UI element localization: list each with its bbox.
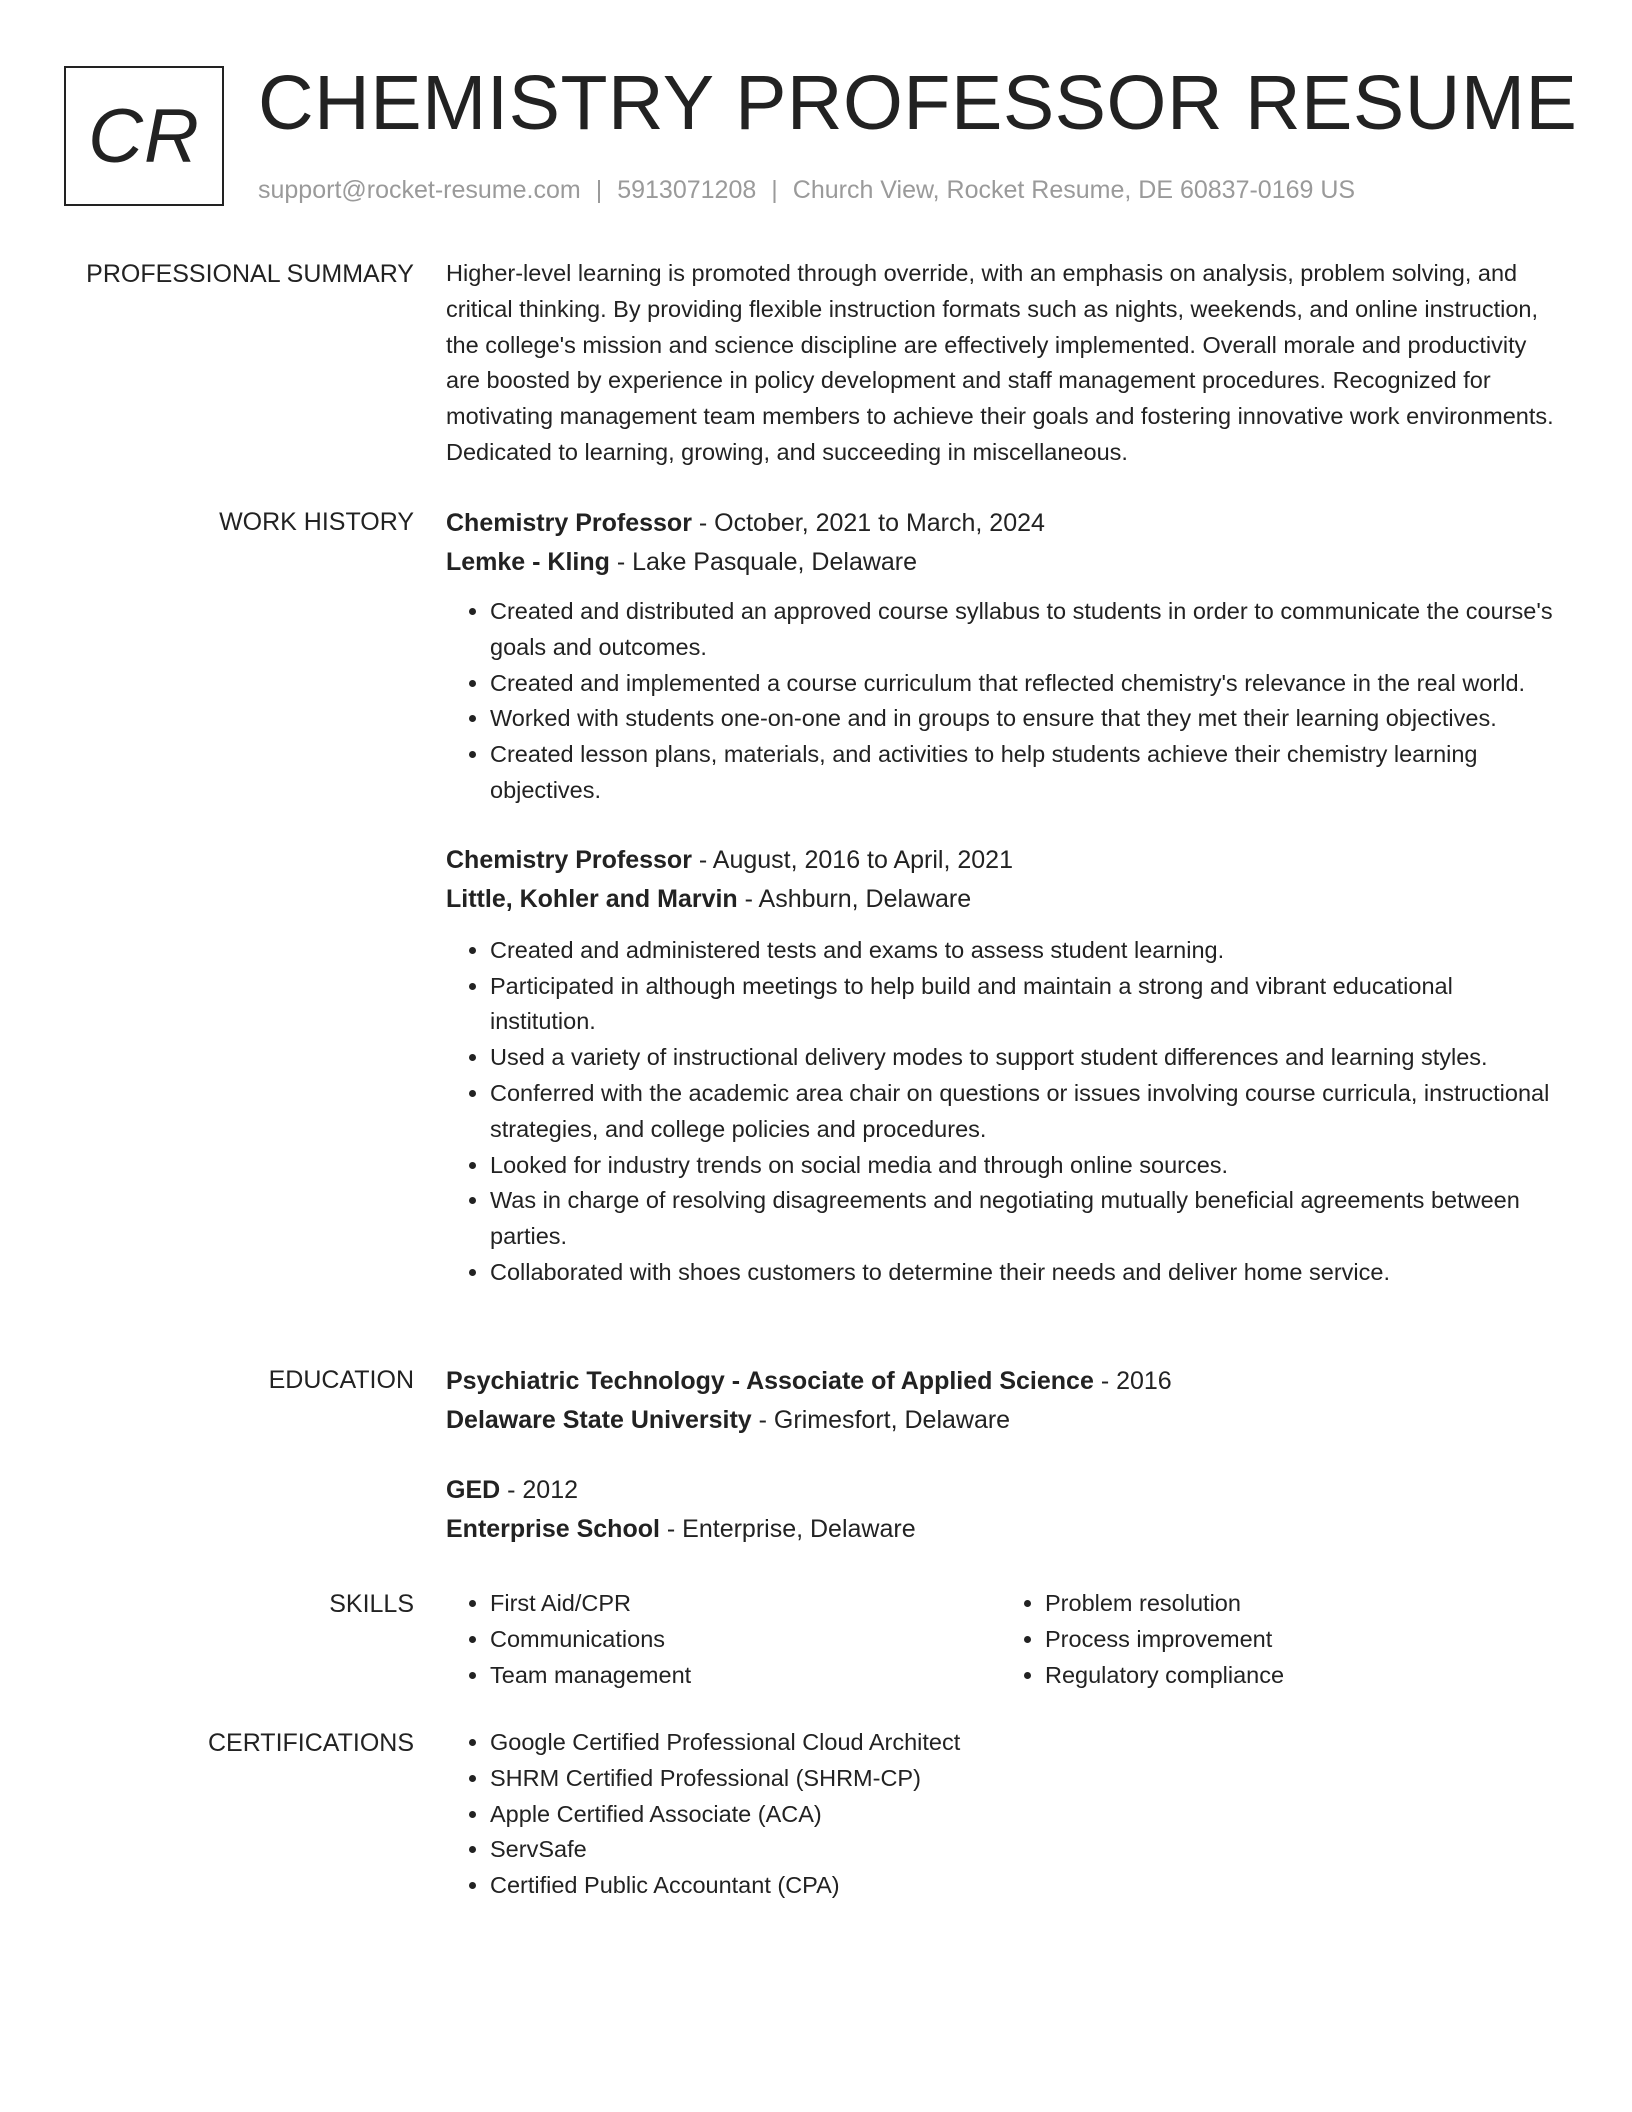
school-line xyxy=(446,1510,1556,1549)
job-employer: Lemke - Kling xyxy=(446,548,610,576)
degree-line xyxy=(446,1362,1556,1401)
contact-address: Church View, Rocket Resume, DE 60837-0169 US xyxy=(792,176,1356,204)
page-title: CHEMISTRY PROFESSOR RESUME xyxy=(258,60,1578,146)
list-item: • Participated in although meetings to help build and maintain a strong and vibrant educational institution. xyxy=(490,969,1556,1041)
list-item: • SHRM Certified Professional (SHRM-CP) xyxy=(490,1761,1556,1797)
job-bullet-list xyxy=(446,594,1556,809)
list-item: • Apple Certified Associate (ACA) xyxy=(490,1797,1556,1833)
contact-separator: | xyxy=(595,176,603,204)
monogram-logo: CR xyxy=(64,66,224,206)
skills-columns xyxy=(446,1586,1556,1693)
job-employer-line xyxy=(446,543,1556,582)
job-entry xyxy=(446,841,1556,1291)
education-entry xyxy=(446,1362,1556,1440)
list-item: • Collaborated with shoes customers to determine their needs and deliver home service. xyxy=(490,1255,1556,1291)
degree-name: Psychiatric Technology - Associate of Applied Science xyxy=(446,1367,1094,1395)
job-dates: - October, 2021 to March, 2024 xyxy=(691,509,1045,537)
summary-heading: PROFESSIONAL SUMMARY xyxy=(86,260,414,288)
list-item: • First Aid/CPR xyxy=(490,1586,1001,1622)
contact-separator: | xyxy=(771,176,778,204)
list-item: • Team management xyxy=(490,1658,1001,1694)
degree-year: - 2012 xyxy=(500,1476,579,1504)
list-item: • Created and distributed an approved course syllabus to students in order to communicate the course's goals and outcomes. xyxy=(490,594,1556,666)
certifications-heading: CERTIFICATIONS xyxy=(207,1729,414,1757)
list-item: • Was in charge of resolving disagreements and negotiating mutually beneficial agreements between parties. xyxy=(490,1183,1556,1255)
school-location: - Grimesfort, Delaware xyxy=(751,1406,1011,1434)
job-bullet-list xyxy=(446,933,1556,1291)
education-entry xyxy=(446,1471,1556,1549)
job-employer-line xyxy=(446,880,1556,919)
list-item: • Google Certified Professional Cloud Architect xyxy=(490,1725,1556,1761)
job-entry xyxy=(446,504,1556,809)
list-item: • Looked for industry trends on social media and through online sources. xyxy=(490,1148,1556,1184)
school-name: Delaware State University xyxy=(446,1406,752,1434)
job-location: - Ashburn, Delaware xyxy=(737,884,972,913)
list-item: • Conferred with the academic area chair on questions or issues involving course curricula, instructional strategies, and college policies and procedures. xyxy=(490,1076,1556,1148)
list-item: • Used a variety of instructional delivery modes to support student differences and learning styles. xyxy=(490,1040,1556,1076)
skills-list-left xyxy=(446,1586,1001,1693)
contact-email[interactable]: support@rocket-resume.com xyxy=(258,176,581,204)
skills-list-right xyxy=(1001,1586,1556,1693)
education-heading: EDUCATION xyxy=(268,1366,414,1394)
school-line xyxy=(446,1401,1556,1440)
job-title-line xyxy=(446,504,1556,543)
list-item: • Created and implemented a course curriculum that reflected chemistry's relevance in the real world. xyxy=(490,666,1556,702)
contact-phone[interactable]: 5913071208 xyxy=(617,176,757,204)
degree-line xyxy=(446,1471,1556,1510)
list-item: • Worked with students one-on-one and in groups to ensure that they met their learning objectives. xyxy=(490,701,1556,737)
certifications-list xyxy=(446,1725,1556,1904)
list-item: • Communications xyxy=(490,1622,1001,1658)
job-title: Chemistry Professor xyxy=(446,845,692,874)
work-history-heading: WORK HISTORY xyxy=(219,508,414,536)
degree-year: - 2016 xyxy=(1093,1367,1172,1395)
list-item: • Regulatory compliance xyxy=(1045,1658,1556,1694)
job-employer: Little, Kohler and Marvin xyxy=(446,884,738,913)
list-item: • Process improvement xyxy=(1045,1622,1556,1658)
list-item: • Created lesson plans, materials, and activities to help students achieve their chemistry learning objectives. xyxy=(490,737,1556,809)
list-item: • Problem resolution xyxy=(1045,1586,1556,1622)
job-dates: - August, 2016 to April, 2021 xyxy=(691,845,1013,874)
job-title: Chemistry Professor xyxy=(446,509,692,537)
job-title-line xyxy=(446,841,1556,880)
contact-line xyxy=(258,174,1355,206)
school-name: Enterprise School xyxy=(446,1515,660,1543)
list-item: • Created and administered tests and exams to assess student learning. xyxy=(490,933,1556,969)
degree-name: GED xyxy=(446,1476,501,1504)
job-location: - Lake Pasquale, Delaware xyxy=(609,548,918,576)
list-item: • ServSafe xyxy=(490,1832,1556,1868)
summary-text: Higher-level learning is promoted through override, with an emphasis on analysis, problem solving, and critical thinking. By providing flexible instruction formats such as nights, weekends, and online instruction, the college's mission and science discipline are effectively implemented. Overall morale and productivity are boosted by experience in policy development and staff management procedures. Recognized for motivating management team members to achieve their goals and fostering innovative work environments. Dedicated to learning, growing, and succeeding in miscellaneous. xyxy=(446,260,1554,465)
school-location: - Enterprise, Delaware xyxy=(659,1515,916,1543)
list-item: • Certified Public Accountant (CPA) xyxy=(490,1868,1556,1904)
skills-heading: SKILLS xyxy=(329,1590,414,1618)
